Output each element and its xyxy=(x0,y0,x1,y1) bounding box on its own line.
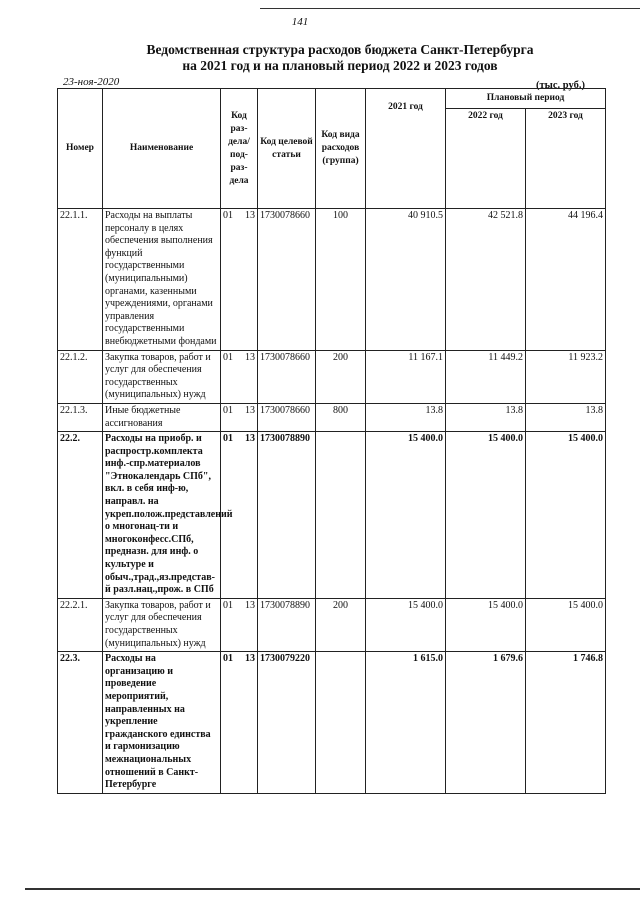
header-planned-period: Плановый период xyxy=(446,89,606,109)
document-date: 23-ноя-2020 xyxy=(63,76,120,88)
razdel-code: 01 xyxy=(223,210,233,221)
header-name: Наименование xyxy=(103,89,221,209)
budget-table xyxy=(57,88,606,794)
row-amount-2021: 11 167.1 xyxy=(366,350,446,403)
row-razdel-code xyxy=(221,652,258,794)
row-amount-2021: 40 910.5 xyxy=(366,209,446,351)
row-expense-type: 200 xyxy=(316,350,366,403)
podrazdel-code: 13 xyxy=(245,210,255,221)
row-expense-type: 800 xyxy=(316,403,366,431)
document-title xyxy=(40,42,640,74)
razdel-code: 01 xyxy=(223,653,233,665)
row-amount-2023: 11 923.2 xyxy=(526,350,606,403)
title-line-2: на 2021 год и на плановый период 2022 и 2023 годов xyxy=(182,58,498,73)
row-name: Закупка товаров, работ и услуг для обеспечения государственных (муниципальных) нужд xyxy=(103,598,221,651)
razdel-code: 01 xyxy=(223,433,233,445)
row-amount-2023: 1 746.8 xyxy=(526,652,606,794)
units-label: (тыс. руб.) xyxy=(536,80,585,91)
row-expense-type xyxy=(316,432,366,599)
header-csr: Код целевой статьи xyxy=(258,89,316,209)
row-target-code: 1730078660 xyxy=(258,350,316,403)
row-target-code: 1730079220 xyxy=(258,652,316,794)
row-amount-2021: 15 400.0 xyxy=(366,598,446,651)
row-amount-2022: 13.8 xyxy=(446,403,526,431)
row-amount-2023: 44 196.4 xyxy=(526,209,606,351)
row-expense-type: 200 xyxy=(316,598,366,651)
row-name: Закупка товаров, работ и услуг для обеспечения государственных (муниципальных) нужд xyxy=(103,350,221,403)
bottom-rule xyxy=(25,888,640,890)
row-amount-2023: 15 400.0 xyxy=(526,432,606,599)
top-rule xyxy=(260,8,640,9)
table-row xyxy=(58,403,606,431)
table-row xyxy=(58,652,606,794)
header-vr: Код вида расходов (группа) xyxy=(316,89,366,209)
row-razdel-code xyxy=(221,403,258,431)
header-2021: 2021 год xyxy=(366,89,446,209)
podrazdel-code: 13 xyxy=(245,404,255,416)
podrazdel-code: 13 xyxy=(245,351,255,363)
table-row xyxy=(58,209,606,351)
row-target-code: 1730078660 xyxy=(258,403,316,431)
row-expense-type xyxy=(316,652,366,794)
row-number: 22.2. xyxy=(58,432,103,599)
row-amount-2023: 15 400.0 xyxy=(526,598,606,651)
podrazdel-code: 13 xyxy=(245,433,255,445)
razdel-code: 01 xyxy=(223,404,233,416)
podrazdel-code: 13 xyxy=(245,599,255,611)
row-razdel-code xyxy=(221,209,258,351)
table-row xyxy=(58,432,606,599)
razdel-code: 01 xyxy=(223,351,233,363)
row-name: Расходы на приобр. и распростр.комплекта инф.-спр.материалов "Этнокалендарь СПб", вкл. в себя инф-ю, направл. на укреп.полож.представлений о многонац-ти и многоконфесс.СПб, предназн. для инф. о культуре и обыч.,трад.,яз.представ-й разл.нац.,прож. в СПб xyxy=(103,432,221,599)
row-target-code: 1730078890 xyxy=(258,432,316,599)
row-number: 22.2.1. xyxy=(58,598,103,651)
row-amount-2021: 15 400.0 xyxy=(366,432,446,599)
row-number: 22.1.1. xyxy=(58,209,103,351)
razdel-code: 01 xyxy=(223,599,233,611)
row-amount-2022: 15 400.0 xyxy=(446,598,526,651)
row-razdel-code xyxy=(221,350,258,403)
row-target-code: 1730078660 xyxy=(258,209,316,351)
row-number: 22.1.3. xyxy=(58,403,103,431)
row-expense-type: 100 xyxy=(316,209,366,351)
row-name: Иные бюджетные ассигнования xyxy=(103,403,221,431)
header-razdel: Код раз- дела/ под- раз- дела xyxy=(221,89,258,209)
row-name: Расходы на выплаты персоналу в целях обеспечения выполнения функций государственными (муниципальными) органами, казенными учреждениями, органами управления государственными внебюджетными фондами xyxy=(103,209,221,351)
row-razdel-code xyxy=(221,598,258,651)
row-amount-2021: 13.8 xyxy=(366,403,446,431)
page-number: 141 xyxy=(291,16,309,28)
podrazdel-code: 13 xyxy=(245,653,255,665)
table-row xyxy=(58,350,606,403)
row-number: 22.3. xyxy=(58,652,103,794)
header-num: Номер xyxy=(58,89,103,209)
row-amount-2022: 11 449.2 xyxy=(446,350,526,403)
row-target-code: 1730078890 xyxy=(258,598,316,651)
row-name: Расходы на организацию и проведение мероприятий, направленных на укрепление гражданского единства и гармонизацию межнациональных отношений в Санкт-Петербурге xyxy=(103,652,221,794)
row-amount-2021: 1 615.0 xyxy=(366,652,446,794)
row-amount-2023: 13.8 xyxy=(526,403,606,431)
table-row xyxy=(58,598,606,651)
row-amount-2022: 1 679.6 xyxy=(446,652,526,794)
header-2023: 2023 год xyxy=(526,109,606,209)
header-2022: 2022 год xyxy=(446,109,526,209)
row-amount-2022: 42 521.8 xyxy=(446,209,526,351)
row-amount-2022: 15 400.0 xyxy=(446,432,526,599)
title-line-1: Ведомственная структура расходов бюджета Санкт-Петербурга xyxy=(146,42,534,57)
row-number: 22.1.2. xyxy=(58,350,103,403)
